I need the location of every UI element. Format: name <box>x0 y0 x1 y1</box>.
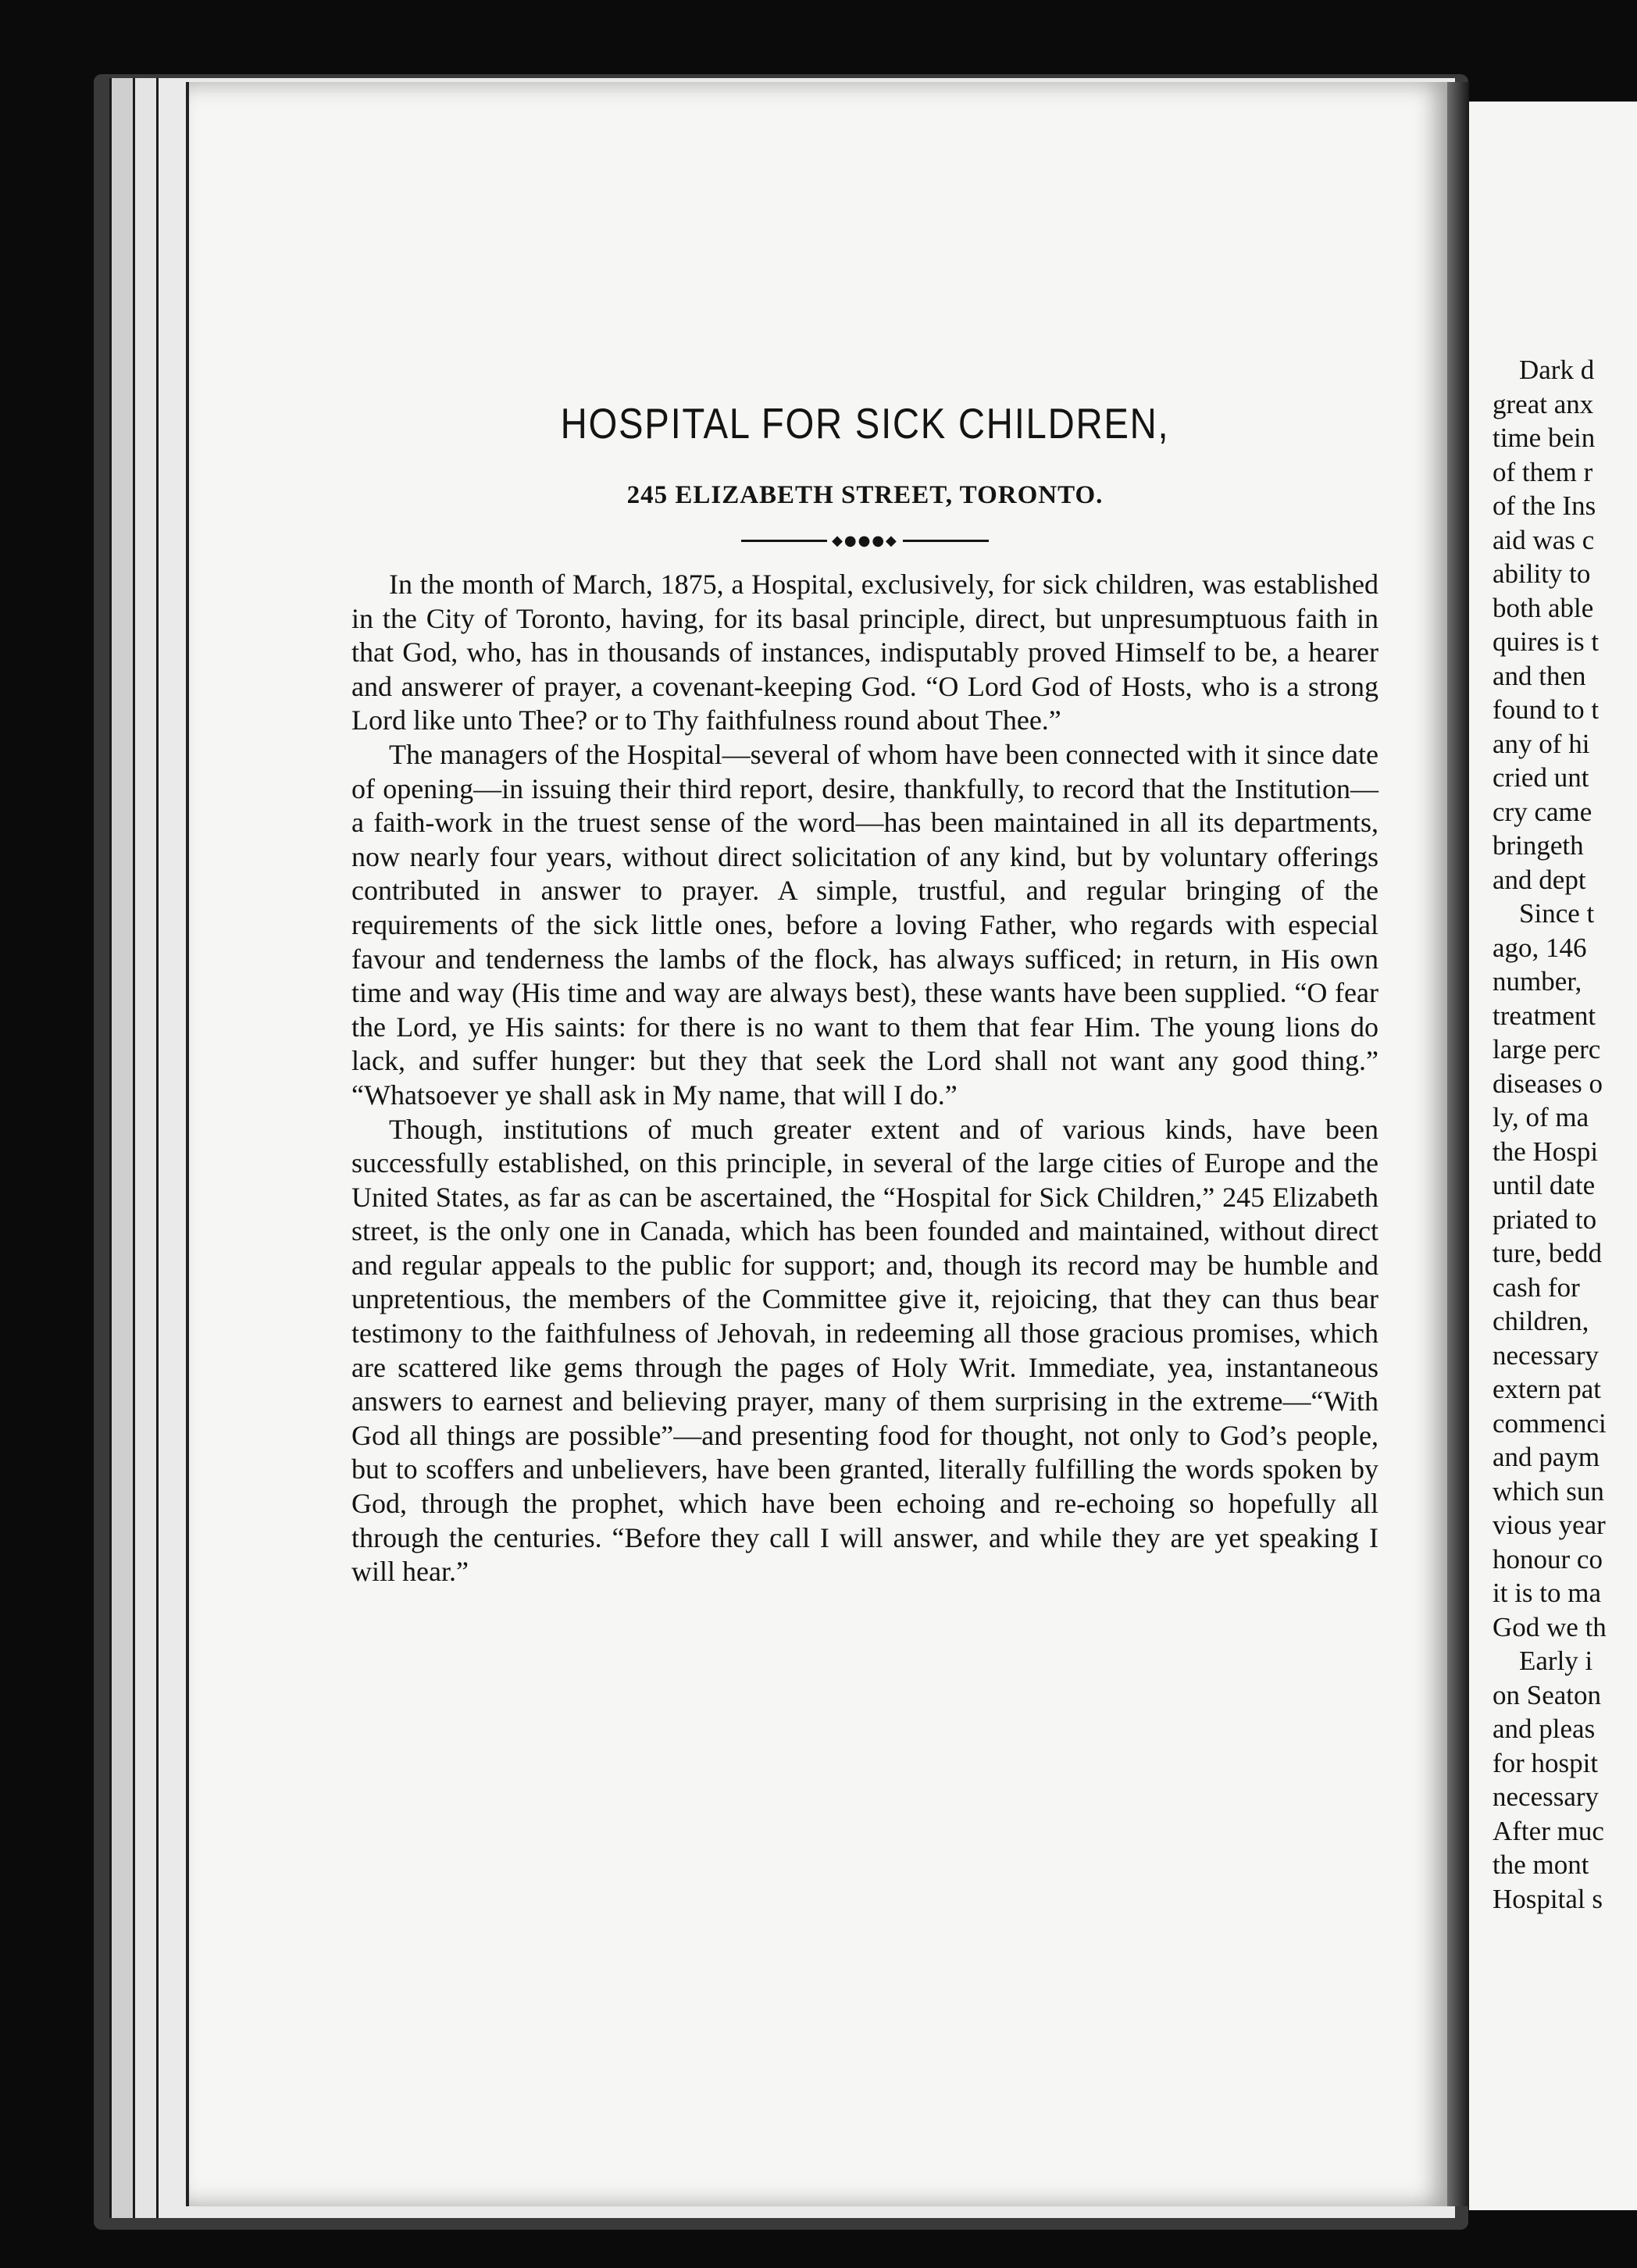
right-page-line: After muc <box>1493 1815 1604 1846</box>
right-page-line: ly, of ma <box>1493 1102 1589 1132</box>
right-page-line: it is to ma <box>1493 1578 1602 1608</box>
right-page-line: necessary <box>1493 1781 1600 1812</box>
ornament-divider <box>351 532 1378 549</box>
right-page-line: bringeth <box>1493 830 1584 861</box>
right-page-line: necessary <box>1493 1339 1600 1371</box>
right-page-line: ability to <box>1493 558 1591 589</box>
right-page-line: quires is t <box>1493 626 1600 657</box>
divider-rule <box>903 540 989 542</box>
divider-rule <box>741 540 827 542</box>
right-page-line: which sun <box>1493 1475 1604 1507</box>
left-page-content <box>351 398 1378 1589</box>
right-page-line: great anx <box>1493 388 1594 419</box>
right-page-line: and paym <box>1493 1442 1600 1472</box>
body-paragraph-2: The managers of the Hospital—several of whom have been connected with it since date of opening—in issuing their third report, desire, thankfully, to record that the Institution—a faith-work in the truest sense of the word—has been maintained in all its departments, now nearly four years, without direct solicitation of any kind, but by voluntary offerings contributed in answer to prayer. A simple, trustful, and regular bringing of the requirements of the sick little ones, before a loving Father, who regards with especial favour and tenderness the lambs of the flock, has always sufficed; in return, in His own time and way (His time and way are always best), these wants have been supplied. “O fear the Lord, ye His saints: for there is no want to them that fear Him. The young lions do lack, and suffer hunger: but they that seek the Lord shall not want any good thing.” “Whatsoever ye shall ask in My name, that will I do.” <box>351 738 1378 1111</box>
body-paragraph-1: In the month of March, 1875, a Hospital, exclusively, for sick children, was established in the City of Toronto, having, for its basal principle, direct, but unpresumptuous faith in that God, who, has in thousands of instances, indisputably proved Himself to be, a hearer and answerer of prayer, a covenant-keeping God. “O Lord God of Hosts, who is a strong Lord like unto Thee? or to Thy faithfulness round about Thee.” <box>351 569 1378 736</box>
right-page-line: time bein <box>1493 423 1596 453</box>
right-page-line: diseases o <box>1493 1068 1603 1099</box>
right-page-line: commenci <box>1493 1407 1607 1439</box>
right-page-line: on Seaton <box>1493 1679 1602 1710</box>
right-page <box>1469 102 1637 2210</box>
right-page-line: Since t <box>1519 898 1595 929</box>
right-page-text <box>1493 353 1607 1916</box>
right-page-line: until date <box>1493 1170 1596 1200</box>
right-page-line: number, <box>1493 966 1582 997</box>
body-paragraph-3: Though, institutions of much greater extent and of various kinds, have been successfully established, on this principle, in several of the large cities of Europe and the United States, as far as can be ascertained, the “Hospital for Sick Children,” 245 Elizabeth street, is the only one in Canada, which has been founded and maintained, without direct and regular appeals to the public for support; and, though its record may be humble and unpretentious, the members of the Committee give it, rejoicing, that they can thus bear testimony to the faithfulness of Jehovah, in redeeming all those gracious promises, which are scattered like gems through the pages of Holy Writ. Immediate, yea, instantaneous answers to earnest and believing prayer, many of them surprising in the extreme—“With God all things are possible”—and presenting food for thought, not only to God’s people, but to scoffers and unbelievers, have been granted, literally fulfilling the words spoken by God, through the prophet, which have been echoing and re-echoing so hopefully all through the centuries. “Before they call I will answer, and while they are yet speaking I will hear.” <box>351 1113 1378 1588</box>
divider-dots: ◆●●●◆ <box>832 532 898 549</box>
right-page-line: and then <box>1493 660 1586 691</box>
page-title: HOSPITAL FOR SICK CHILDREN, <box>560 399 1170 448</box>
right-page-line: any of hi <box>1493 728 1590 759</box>
right-page-line: Hospital s <box>1493 1883 1603 1914</box>
right-page-line: ture, bedd <box>1493 1238 1602 1268</box>
right-page-line: Early i <box>1519 1646 1593 1676</box>
book-gutter <box>1447 82 1469 2206</box>
right-page-line: for hospit <box>1493 1747 1599 1778</box>
right-page-line: both able <box>1493 592 1594 623</box>
right-page-line: large perc <box>1493 1034 1601 1064</box>
right-page-line: honour co <box>1493 1543 1603 1574</box>
right-page-line: treatment <box>1493 1000 1596 1031</box>
right-page-line: found to t <box>1493 694 1600 725</box>
right-page-line: cash for <box>1493 1271 1580 1303</box>
right-page-line: Dark d <box>1519 355 1595 385</box>
right-page-line: the mont <box>1493 1849 1589 1880</box>
right-page-line: of them r <box>1493 456 1593 487</box>
right-page-line: ago, 146 <box>1493 932 1587 963</box>
right-page-line: God we th <box>1493 1611 1607 1642</box>
right-page-line: and dept <box>1493 864 1586 895</box>
right-page-line: priated to <box>1493 1204 1597 1235</box>
right-page-line: cried unt <box>1493 762 1589 793</box>
right-page-line: aid was c <box>1493 524 1595 555</box>
right-page-line: extern pat <box>1493 1374 1601 1404</box>
right-page-line: and pleas <box>1493 1713 1596 1744</box>
right-page-line: the Hospi <box>1493 1136 1599 1167</box>
page-subtitle: 245 ELIZABETH STREET, TORONTO. <box>626 481 1104 509</box>
right-page-line: vious year <box>1493 1510 1606 1540</box>
right-page-line: children, <box>1493 1306 1589 1336</box>
right-page-line: of the Ins <box>1493 490 1596 521</box>
right-page-line: cry came <box>1493 796 1592 827</box>
